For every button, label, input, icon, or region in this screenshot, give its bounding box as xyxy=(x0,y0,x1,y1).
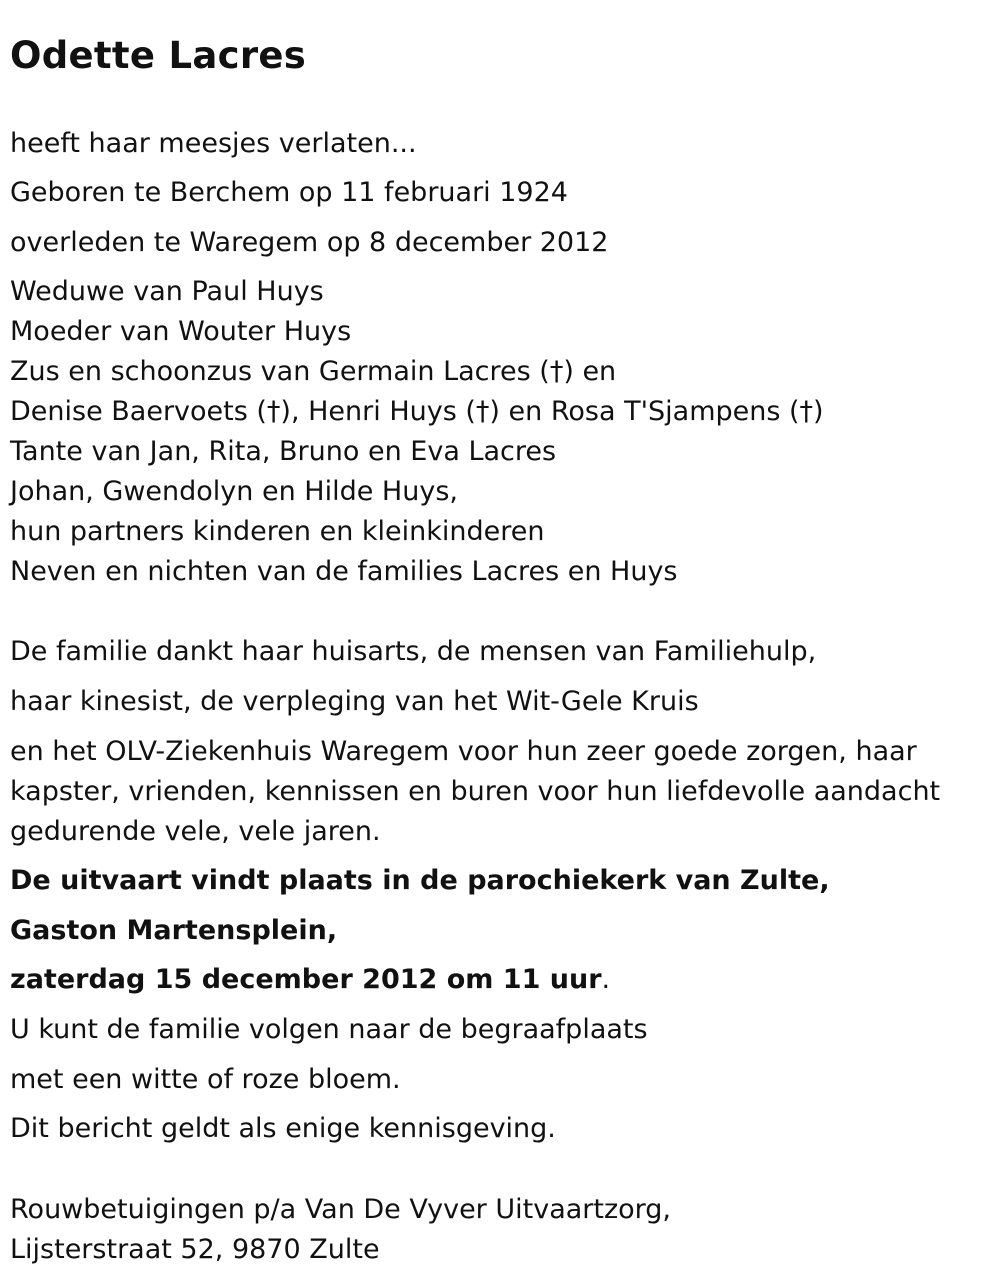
family-line: Weduwe van Paul Huys xyxy=(10,276,324,307)
condolences-address: Lijsterstraat 52, 9870 Zulte xyxy=(10,1234,380,1265)
intro-text: heeft haar meesjes verlaten... xyxy=(10,128,417,159)
death-text: overleden te Waregem op 8 december 2012 xyxy=(10,227,609,258)
family-line: Denise Baervoets (†), Henri Huys (†) en Rosa T'Sjampens (†) xyxy=(10,396,824,427)
deceased-name: Odette Lacres xyxy=(10,34,307,77)
family-line: Tante van Jan, Rita, Bruno en Eva Lacres xyxy=(10,436,557,467)
family-line: Neven en nichten van de families Lacres en Huys xyxy=(10,556,678,587)
family-line: Zus en schoonzus van Germain Lacres (†) en xyxy=(10,356,617,387)
condolences-line: Rouwbetuigingen p/a Van De Vyver Uitvaartzorg, xyxy=(10,1194,672,1225)
thanks-paragraph: en het OLV-Ziekenhuis Waregem voor hun zeer goede zorgen, haar kapster, vrienden, kennissen en buren voor hun liefdevolle aandacht gedurende vele, vele jaren. xyxy=(10,736,941,847)
thanks-line: De familie dankt haar huisarts, de mensen van Familiehulp, xyxy=(10,636,817,667)
thanks-line: haar kinesist, de verpleging van het Wit-Gele Kruis xyxy=(10,686,699,717)
funeral-date: zaterdag 15 december 2012 om 11 uur xyxy=(10,964,602,995)
family-line: Moeder van Wouter Huys xyxy=(10,316,352,347)
family-line: Johan, Gwendolyn en Hilde Huys, xyxy=(10,476,458,507)
funeral-datetime xyxy=(10,962,610,998)
notice-line: Dit bericht geldt als enige kennisgeving. xyxy=(10,1113,556,1144)
funeral-date-period: . xyxy=(601,964,611,995)
follow-line: met een witte of roze bloem. xyxy=(10,1064,401,1095)
funeral-location: De uitvaart vindt plaats in de parochiekerk van Zulte, xyxy=(10,865,830,896)
funeral-address: Gaston Martensplein, xyxy=(10,915,338,946)
family-line: hun partners kinderen en kleinkinderen xyxy=(10,516,545,547)
follow-line: U kunt de familie volgen naar de begraafplaats xyxy=(10,1014,648,1045)
birth-text: Geboren te Berchem op 11 februari 1924 xyxy=(10,177,568,208)
